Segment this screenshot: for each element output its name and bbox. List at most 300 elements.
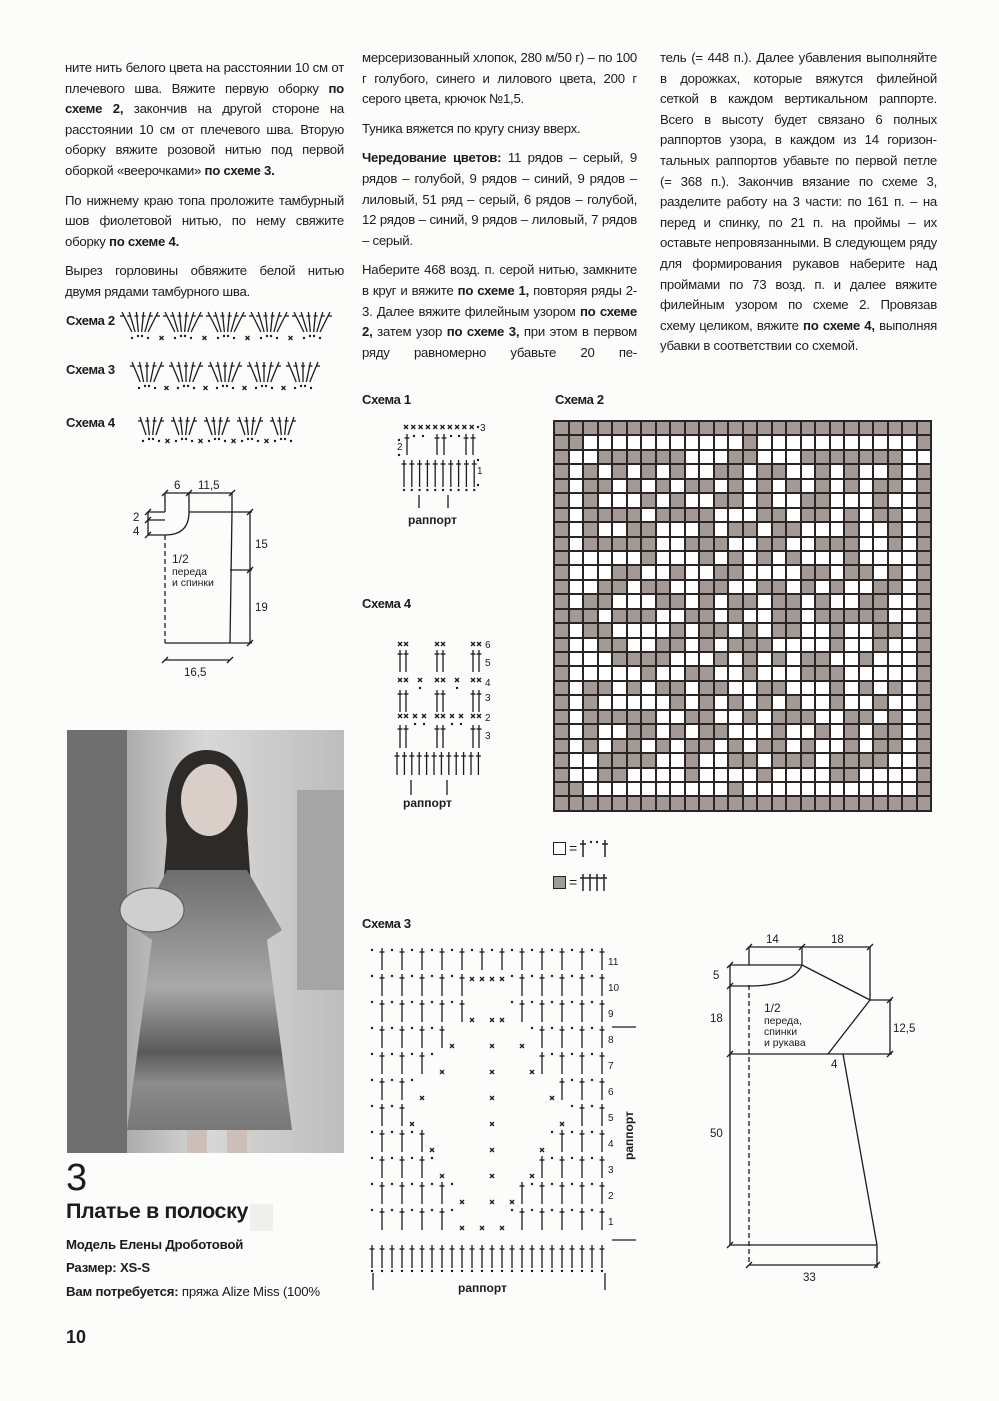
chain-dot: [391, 1105, 393, 1107]
chain-dot: [391, 1131, 393, 1133]
chain-dot: [147, 337, 149, 339]
chain-dot: [187, 385, 189, 387]
chain-dot: [591, 1183, 593, 1185]
chain-dot: [491, 1270, 493, 1272]
scheme-3-row-number: 3: [608, 1165, 614, 1176]
chain-dot: [531, 1209, 533, 1211]
fan-stitch: [222, 417, 228, 435]
chain-dot: [391, 1209, 393, 1211]
fan-stitch: [186, 417, 188, 435]
fan-stitch: [179, 362, 183, 382]
chain-dot: [131, 337, 133, 339]
chain-dot: [551, 975, 553, 977]
fan-stitch: [210, 362, 218, 382]
chain-dot: [391, 1157, 393, 1159]
chain-dot: [477, 484, 479, 486]
chain-dot: [371, 1053, 373, 1055]
text: ните нить белого цвета на расстоянии 10 см от плечевого шва. Вяжите первую оборку: [65, 60, 344, 96]
scheme-3-row-number: 9: [608, 1009, 614, 1020]
chain-dot: [571, 1157, 573, 1159]
chain-dot: [216, 387, 218, 389]
chain-dot: [418, 489, 420, 491]
chain-dot: [411, 1270, 413, 1272]
chain-dot: [426, 489, 428, 491]
chain-dot: [591, 1209, 593, 1211]
scheme-3-row-number: 4: [608, 1139, 614, 1150]
fan-stitch: [265, 312, 267, 332]
chain-dot: [232, 387, 234, 389]
chain-dot: [442, 489, 444, 491]
chain-dot: [154, 387, 156, 389]
dim-11-5: 11,5: [198, 480, 220, 492]
chain-dot: [581, 1270, 583, 1272]
chain-dot: [551, 1209, 553, 1211]
fan-stitch: [308, 312, 310, 332]
chain-dot: [190, 337, 192, 339]
chain-dot: [214, 438, 216, 440]
chain-dot: [531, 949, 533, 951]
label-sleeve: и рукава: [764, 1037, 806, 1049]
fan-stitch: [271, 362, 279, 382]
dim-19: 19: [255, 602, 268, 614]
chain-dot: [541, 1270, 543, 1272]
scheme-3-row-number: 6: [608, 1087, 614, 1098]
fan-stitch: [193, 362, 201, 382]
chain-dot: [309, 335, 311, 337]
bold-text: по схеме 2,: [65, 80, 344, 117]
chain-dot: [144, 385, 146, 387]
chain-dot: [276, 337, 278, 339]
chain-dot: [571, 975, 573, 977]
scheme-4-row-3b: 3: [485, 731, 491, 742]
fan-stitch: [219, 417, 221, 435]
chain-dot: [591, 1105, 593, 1107]
bold-text: по схеме 3,: [446, 324, 520, 340]
fan-stitch: [306, 362, 310, 382]
chain-dot: [501, 1270, 503, 1272]
chain-dot: [371, 1157, 373, 1159]
dim-4: 4: [831, 1059, 838, 1071]
chain-dot: [551, 1183, 553, 1185]
chain-dot: [371, 1001, 373, 1003]
chain-dot: [411, 1157, 413, 1159]
chain-dot: [511, 1270, 513, 1272]
scheme-4-title: Схема 4: [362, 596, 411, 611]
fan-stitch: [206, 417, 212, 435]
scheme-3-title: Схема 3: [362, 916, 411, 931]
chain-dot: [477, 459, 479, 461]
label-half: 1/2: [172, 552, 189, 566]
chain-dot: [531, 1183, 533, 1185]
dim-16-5: 16,5: [184, 667, 207, 679]
chain-dot: [591, 1157, 593, 1159]
dim-15: 15: [255, 539, 268, 551]
chain-dot: [371, 1079, 373, 1081]
fan-stitch: [232, 362, 240, 382]
model-number: 3: [66, 1157, 88, 1199]
chain-dot: [260, 337, 262, 339]
chain-dot: [391, 975, 393, 977]
chain-dot: [571, 1053, 573, 1055]
chain-dot: [431, 949, 433, 951]
chain-dot: [551, 1053, 553, 1055]
chain-dot: [451, 949, 453, 951]
chain-dot: [451, 1209, 453, 1211]
chain-dot: [551, 1270, 553, 1272]
chain-dot: [401, 1270, 403, 1272]
chain-dot: [266, 335, 268, 337]
text: мерсеризованный хлопок, 280 м/50 г) – по 100 г голубого, синего и лилового цвета, 200 г серого цвета, крючок №1,5.: [362, 50, 637, 107]
fan-stitch: [271, 312, 273, 332]
chain-dot: [411, 949, 413, 951]
edge-scheme-4-label: Схема 4: [66, 415, 115, 430]
chain-dot: [591, 1131, 593, 1133]
chain-dot: [421, 1270, 423, 1272]
chain-dot: [591, 1053, 593, 1055]
label-front: переда: [172, 566, 207, 578]
top-schematic: [133, 480, 268, 679]
chain-dot: [450, 435, 452, 437]
chain-dot: [473, 489, 475, 491]
fan-stitch: [213, 417, 215, 435]
chain-dot: [208, 440, 210, 442]
chain-dot: [261, 385, 263, 387]
chain-dot: [571, 1209, 573, 1211]
chain-dot: [457, 489, 459, 491]
fan-stitch: [255, 417, 261, 435]
chain-dot: [531, 1001, 533, 1003]
label-back: и спинки: [172, 577, 214, 589]
scheme-3-rapport-side: раппорт: [622, 1111, 636, 1160]
chain-dot: [431, 1027, 433, 1029]
legend-equals: =: [569, 874, 578, 890]
chain-dot: [551, 1131, 553, 1133]
scheme-3-row-number: 2: [608, 1191, 614, 1202]
dim-14: 14: [766, 934, 779, 946]
fan-stitch: [296, 362, 300, 382]
scheme-1-rapport: раппорт: [408, 513, 457, 527]
chain-dot: [304, 385, 306, 387]
chain-dot: [411, 1053, 413, 1055]
chain-dot: [571, 1001, 573, 1003]
fan-stitch: [218, 362, 222, 382]
scheme-3-row-number: 5: [608, 1113, 614, 1124]
chain-dot: [422, 435, 424, 437]
chain-dot: [411, 975, 413, 977]
chain-dot: [255, 387, 257, 389]
chain-dot: [141, 335, 143, 337]
fan-stitch: [285, 417, 287, 435]
chain-dot: [371, 1209, 373, 1211]
chain-dot: [224, 440, 226, 442]
fan-stitch: [252, 417, 254, 435]
chain-dot: [303, 337, 305, 339]
fan-stitch: [288, 362, 296, 382]
chain-dot: [371, 1270, 373, 1272]
chain-dot: [571, 949, 573, 951]
fan-stitch: [154, 362, 162, 382]
edge-scheme-2-label: Схема 2: [66, 313, 115, 328]
dim-18-left: 18: [710, 1013, 723, 1025]
chain-dot: [391, 1027, 393, 1029]
chain-dot: [431, 975, 433, 977]
chain-dot: [257, 440, 259, 442]
fan-stitch: [310, 362, 318, 382]
scheme-3-row-number: 11: [608, 957, 619, 968]
chain-dot: [591, 1001, 593, 1003]
chain-dot: [270, 335, 272, 337]
chain-dot: [371, 1183, 373, 1185]
chain-dot: [175, 440, 177, 442]
chain-dot: [441, 1270, 443, 1272]
chain-dot: [300, 385, 302, 387]
scheme-1-row-3: 3: [480, 423, 486, 434]
chain-dot: [371, 975, 373, 977]
chain-dot: [551, 1027, 553, 1029]
text: тель (= 448 п.). Далее убавления выполняйте в дорожках, которые вяжутся филейной сеткой в каждом вертикальном раппорте. Всего в высоту будет связано 6 полных раппортов узора, в каждом из 14 горизонтальных раппортов убавьте по первой петле (= 368 п.). Закончив вязание по схеме 3, разделите работу на 3 части: по 161 п. – на перед и спинку, по 21 п. на проймы – их оставьте непровязанными. В следующем ряду для формирования рукавов наберите над проймами по 73 возд. п. и далее вяжите филейным узором по схеме 2. Провязав схему целиком, вяжите: [660, 50, 937, 333]
chain-dot: [265, 385, 267, 387]
fan-stitch: [150, 362, 154, 382]
chain-dot: [431, 1001, 433, 1003]
fan-stitch: [246, 417, 248, 435]
bold-text: по схеме 4.: [108, 233, 179, 249]
chain-dot: [371, 1131, 373, 1133]
chain-dot: [158, 440, 160, 442]
legend-equals: =: [569, 840, 578, 856]
chain-dot: [319, 337, 321, 339]
dim-6: 6: [174, 480, 181, 492]
fan-stitch: [314, 312, 316, 332]
chain-dot: [571, 1270, 573, 1272]
chain-dot: [511, 975, 513, 977]
scheme-4-rapport: раппорт: [403, 796, 452, 810]
scheme-4-row-4: 4: [485, 678, 491, 689]
chain-dot: [451, 975, 453, 977]
outline-line: [802, 965, 870, 1000]
chain-dot: [284, 438, 286, 440]
chain-dot: [152, 438, 154, 440]
dim-5: 5: [713, 970, 720, 982]
chain-dot: [223, 335, 225, 337]
chain-dot: [458, 435, 460, 437]
fan-stitch: [136, 312, 138, 332]
model-title: Платье в полоску: [66, 1199, 249, 1223]
fan-stitch: [140, 417, 146, 435]
fan-stitch: [156, 417, 162, 435]
fan-stitch: [171, 362, 179, 382]
bold-text: по схеме 1,: [457, 282, 530, 298]
chain-dot: [177, 387, 179, 389]
label-back: спинки: [764, 1026, 798, 1038]
chain-dot: [371, 1027, 373, 1029]
fan-stitch: [140, 362, 144, 382]
label-half: 1/2: [764, 1001, 781, 1015]
chain-dot: [411, 489, 413, 491]
chain-dot: [274, 440, 276, 442]
chain-dot: [181, 438, 183, 440]
chain-dot: [294, 387, 296, 389]
outline-line: [843, 1054, 877, 1245]
fan-stitch: [173, 417, 179, 435]
text: повторяя ряды 2-3. Далее вяжите филейным узором: [362, 282, 637, 319]
chain-dot: [411, 1001, 413, 1003]
materials-label: Вам потребуется:: [66, 1284, 179, 1299]
chain-dot: [591, 949, 593, 951]
chain-dot: [451, 1183, 453, 1185]
chain-dot: [247, 438, 249, 440]
page-number: 10: [66, 1327, 87, 1347]
chain-dot: [531, 975, 533, 977]
chain-dot: [571, 1105, 573, 1107]
chain-dot: [471, 1270, 473, 1272]
chain-dot: [226, 385, 228, 387]
fan-stitch: [272, 417, 278, 435]
chain-dot: [142, 440, 144, 442]
chain-dot: [531, 1270, 533, 1272]
chain-dot: [591, 1027, 593, 1029]
chain-dot: [241, 440, 243, 442]
chain-dot: [431, 1157, 433, 1159]
chain-dot: [591, 1079, 593, 1081]
edge-scheme-3-label: Схема 3: [66, 362, 115, 377]
chain-dot: [411, 1209, 413, 1211]
fan-stitch: [239, 417, 245, 435]
bold-text: по схеме 4,: [803, 317, 875, 333]
scheme-2-title: Схема 2: [555, 392, 604, 407]
chain-dot: [431, 1053, 433, 1055]
text: Туника вяжется по кругу снизу вверх.: [362, 120, 581, 136]
fan-stitch: [222, 312, 224, 332]
chain-dot: [477, 426, 479, 428]
text: закончив на другой стороне на расстоянии 10 см от плечевого шва. Вторую оборку вяжите розовой нитью под первой оборкой «веерочками»: [65, 101, 345, 178]
chain-dot: [191, 440, 193, 442]
dim-18-top: 18: [831, 934, 844, 946]
dim-2: 2: [133, 512, 140, 524]
text: затем узор: [372, 324, 447, 340]
chain-dot: [411, 1131, 413, 1133]
chain-dot: [148, 385, 150, 387]
fan-stitch: [147, 417, 149, 435]
scheme-4-row-3: 3: [485, 693, 491, 704]
neckline-curve: [165, 512, 189, 535]
chain-dot: [185, 438, 187, 440]
chain-dot: [222, 385, 224, 387]
size-value: XS-S: [116, 1260, 150, 1275]
chain-dot: [551, 1157, 553, 1159]
chain-dot: [571, 1079, 573, 1081]
chain-dot: [461, 1270, 463, 1272]
chain-dot: [218, 438, 220, 440]
chain-dot: [431, 1270, 433, 1272]
chain-dot: [310, 387, 312, 389]
chain-dot: [511, 1209, 513, 1211]
dim-4: 4: [133, 526, 140, 538]
scheme-1-row-2: 2: [397, 442, 403, 453]
chain-dot: [451, 1001, 453, 1003]
fan-stitch: [267, 362, 271, 382]
materials-value: пряжа Alize Miss (100%: [178, 1284, 320, 1299]
chain-dot: [290, 440, 292, 442]
bold-text: по схеме 3.: [204, 162, 275, 178]
chain-dot: [551, 949, 553, 951]
chain-dot: [601, 1270, 603, 1272]
chain-dot: [419, 687, 421, 689]
chain-dot: [398, 454, 400, 456]
chain-dot: [451, 1270, 453, 1272]
chain-dot: [531, 1027, 533, 1029]
scheme-4-row-6: 6: [485, 640, 491, 651]
chain-dot: [138, 387, 140, 389]
chain-dot: [217, 337, 219, 339]
fan-stitch: [132, 362, 140, 382]
fan-stitch: [179, 312, 181, 332]
chain-dot: [460, 723, 462, 725]
fan-stitch: [228, 312, 230, 332]
chain-dot: [381, 1270, 383, 1272]
chain-dot: [561, 1270, 563, 1272]
scheme-1-title: Схема 1: [362, 392, 411, 407]
chain-dot: [280, 438, 282, 440]
fan-stitch: [153, 417, 155, 435]
fan-stitch: [185, 312, 187, 332]
chain-dot: [591, 975, 593, 977]
chain-dot: [184, 335, 186, 337]
fan-stitch: [288, 417, 294, 435]
chain-dot: [174, 337, 176, 339]
chain-dot: [414, 723, 416, 725]
chain-dot: [411, 1027, 413, 1029]
scheme-3-row-number: 1: [608, 1217, 614, 1228]
scheme-3-rapport-bottom: раппорт: [458, 1281, 507, 1295]
fan-stitch: [279, 417, 281, 435]
chain-dot: [451, 723, 453, 725]
chain-dot: [571, 1027, 573, 1029]
scheme-3-row-number: 8: [608, 1035, 614, 1046]
chain-dot: [431, 1209, 433, 1211]
outline-line: [828, 1000, 870, 1054]
text: 11 рядов – серый, 9 рядов – голубой, 9 рядов – синий, 9 рядов – лиловый, 51 ряд – серый, 6 рядов – голубой, 12 рядов – синий, 9 рядов – лиловый, 7 рядов – серый.: [362, 150, 637, 248]
chain-dot: [391, 1270, 393, 1272]
chain-dot: [391, 1183, 393, 1185]
text: По нижнему краю топа проложите тамбурный шов фиолетовой нитью, по нему свяжите оборку: [65, 192, 344, 249]
scheme-3-row-number: 7: [608, 1061, 614, 1072]
text: выполняя убавки в соответствии со схемой.: [660, 317, 938, 354]
chain-dot: [571, 1183, 573, 1185]
author-text: Модель Елены Дроботовой: [66, 1237, 244, 1252]
chain-dot: [511, 1001, 513, 1003]
bold-text: по схеме 2,: [362, 303, 637, 340]
dim-12-5: 12,5: [893, 1023, 916, 1035]
text: Наберите 468 возд. п. серой нитью, замкните в круг и вяжите: [362, 262, 637, 298]
chain-dot: [313, 335, 315, 337]
dim-50: 50: [710, 1128, 723, 1140]
scheme-4-row-2: 2: [485, 713, 491, 724]
size-label: Размер:: [66, 1260, 117, 1275]
fan-stitch: [189, 362, 193, 382]
chain-dot: [391, 1001, 393, 1003]
scheme-4-row-5: 5: [485, 658, 491, 669]
chain-dot: [391, 1053, 393, 1055]
chain-dot: [551, 1001, 553, 1003]
chain-dot: [511, 949, 513, 951]
fan-stitch: [142, 312, 144, 332]
chain-dot: [251, 438, 253, 440]
chain-dot: [431, 1183, 433, 1185]
chain-dot: [411, 1079, 413, 1081]
chain-dot: [137, 335, 139, 337]
chain-dot: [465, 489, 467, 491]
chain-dot: [183, 385, 185, 387]
